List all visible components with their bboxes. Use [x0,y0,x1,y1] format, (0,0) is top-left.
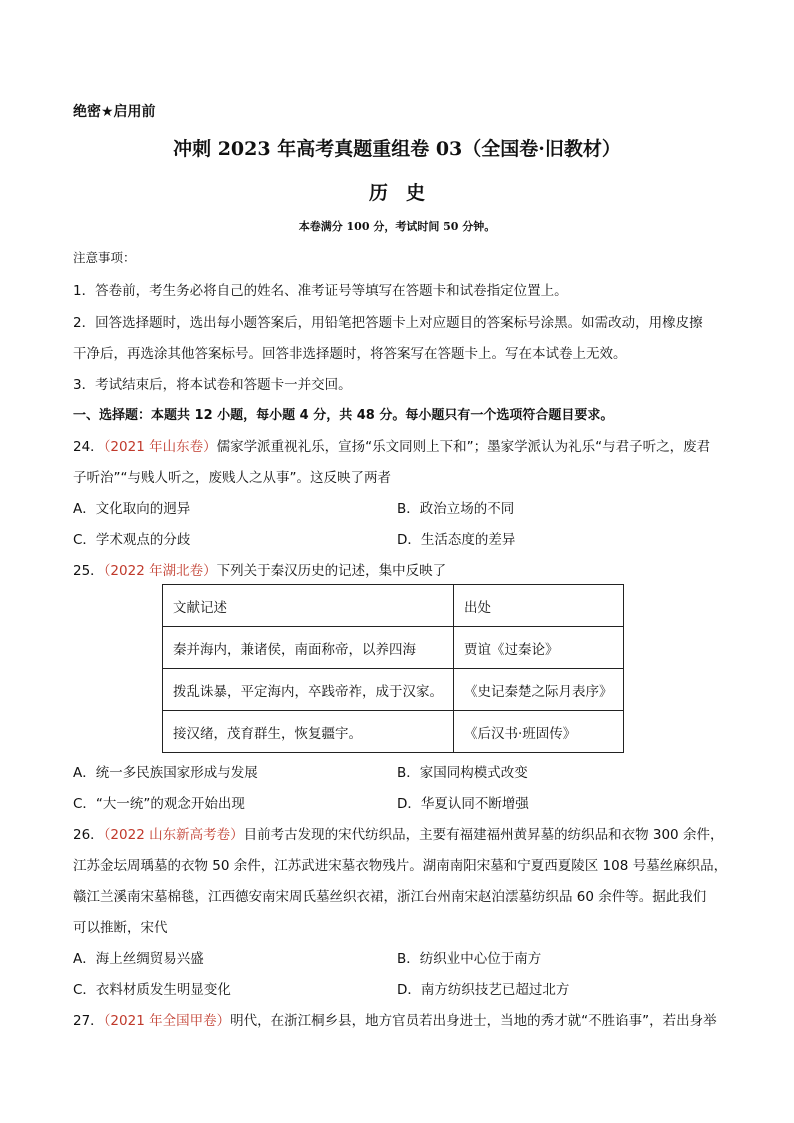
table-cell: 拨乱诛暴，平定海内，卒践帝祚，成于汉家。 [163,669,454,711]
question-26-stem-line-2: 江苏金坛周瑀墓的衣物 50 余件，江苏武进宋墓衣物残片。湖南南阳宋墓和宁夏西夏陵区 108 号墓丝麻织品， [73,858,728,874]
table-header-row [163,585,624,627]
note-item-2-line-2: 干净后，再选涂其他答案标号。回答非选择题时，将答案写在答题卡上。写在本试卷上无效。 [73,346,627,362]
table-row [163,669,624,711]
question-24-stem-line-1 [73,435,710,455]
table-cell: 《史记秦楚之际月表序》 [454,669,624,711]
question-source: （2022 年湖北卷） [103,563,217,579]
subject-title: 历史 [368,182,443,204]
question-24-option-b[interactable]: B．政治立场的不同 [397,501,515,517]
question-text: 下列关于秦汉历史的记述，集中反映了 [216,563,447,579]
question-number: 27． [73,1013,104,1029]
table-cell: 《后汉书·班固传》 [454,711,624,753]
exam-meta: 本卷满分 100 分，考试时间 50 分钟。 [298,220,496,233]
question-text: 目前考古发现的宋代纺织品，主要有福建福州黄昇墓的纺织品和衣物 300 余件， [243,827,724,843]
question-26-stem-line-3: 赣江兰溪南宋墓棉毯，江西德安南宋周氏墓丝织衣裙，浙江台州南宋赵泊澐墓纺织品 60 余件等。据此我们 [73,889,707,905]
table-header-cell: 文献记述 [163,585,454,627]
section-heading: 一、选择题：本题共 12 小题，每小题 4 分，共 48 分。每小题只有一个选项符合题目要求。 [73,408,614,423]
question-26-option-a[interactable]: A．海上丝绸贸易兴盛 [73,951,204,967]
exam-title: 冲刺 2023 年高考真题重组卷 03（全国卷·旧教材） [173,138,621,160]
question-24-stem-line-2: 子听治”“与贱人听之，废贱人之从事”。这反映了两者 [73,470,391,486]
note-item-2-line-1: 2．回答选择题时，选出每小题答案后，用铅笔把答题卡上对应题目的答案标号涂黑。如需改动，用橡皮擦 [73,315,703,331]
question-25-option-b[interactable]: B．家国同构模式改变 [397,765,528,781]
note-item-3: 3．考试结束后，将本试卷和答题卡一并交回。 [73,377,352,393]
question-26-option-d[interactable]: D．南方纺织技艺已超过北方 [397,982,570,998]
question-text: 明代，在浙江桐乡县，地方官员若出身进士，当地的秀才就“不胜谄事”，若出身举 [230,1013,717,1029]
question-text: 儒家学派重视礼乐，宣扬“乐文同则上下和”；墨家学派认为礼乐“与君子听之，废君 [216,439,711,455]
table-cell: 秦并海内，兼诸侯，南面称帝，以养四海 [163,627,454,669]
question-24-option-c[interactable]: C．学术观点的分歧 [73,532,191,548]
table-cell: 接汉绪，茂育群生，恢复疆宇。 [163,711,454,753]
table-header-cell: 出处 [454,585,624,627]
notes-heading: 注意事项： [73,250,136,265]
question-number: 24． [73,439,104,455]
question-25-option-c[interactable]: C．“大一统”的观念开始出现 [73,796,245,812]
question-25-stem [73,559,446,579]
confidential-label: 绝密★启用前 [73,104,156,120]
question-source: （2021 年全国甲卷） [103,1013,231,1029]
table-row [163,711,624,753]
question-25-option-a[interactable]: A．统一多民族国家形成与发展 [73,765,258,781]
note-item-1: 1．答卷前，考生务必将自己的姓名、准考证号等填写在答题卡和试卷指定位置上。 [73,283,568,299]
question-source: （2021 年山东卷） [103,439,217,455]
question-24-option-d[interactable]: D．生活态度的差异 [397,532,516,548]
question-26-option-c[interactable]: C．衣料材质发生明显变化 [73,982,231,998]
question-25-option-d[interactable]: D．华夏认同不断增强 [397,796,529,812]
question-26-stem-line-4: 可以推断，宋代 [73,920,168,936]
question-source: （2022 山东新高考卷） [103,827,244,843]
source-table [162,584,624,753]
table-cell: 贾谊《过秦论》 [454,627,624,669]
question-26-stem-line-1 [73,823,723,843]
table-row [163,627,624,669]
question-27-stem-line-1 [73,1009,717,1029]
question-number: 26． [73,827,104,843]
question-number: 25． [73,563,104,579]
question-24-option-a[interactable]: A．文化取向的迥异 [73,501,191,517]
question-26-option-b[interactable]: B．纺织业中心位于南方 [397,951,542,967]
